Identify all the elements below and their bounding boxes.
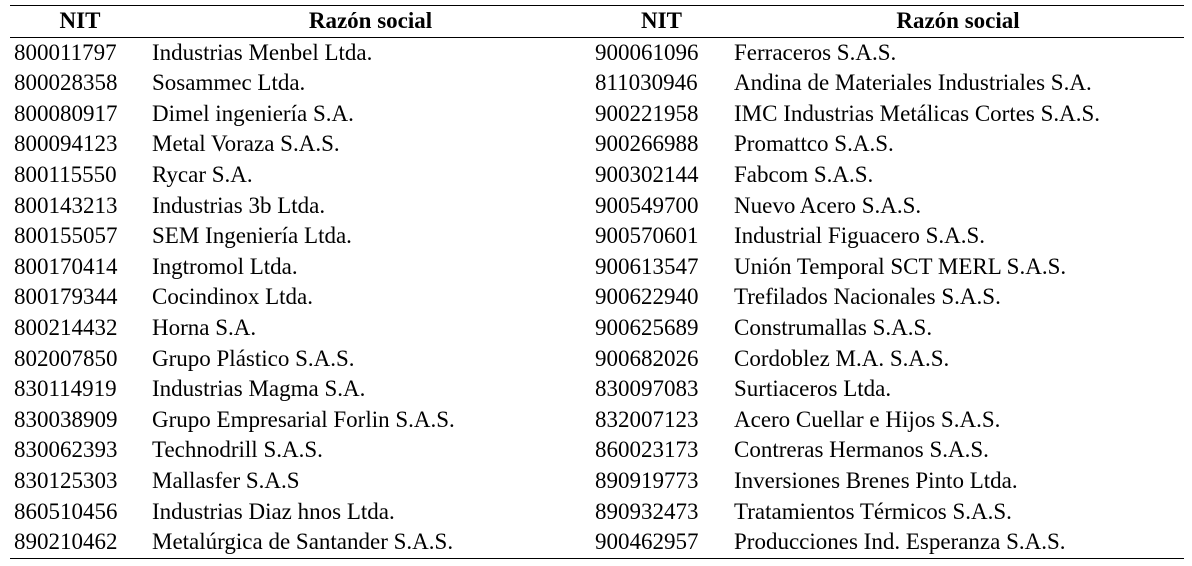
cell-razon-social-right: Ferraceros S.A.S. <box>734 39 897 65</box>
cell-nit-right: 900570601 <box>595 223 699 249</box>
table-row <box>10 405 1184 436</box>
cell-razon-social-left: Rycar S.A. <box>152 161 253 187</box>
cell-razon-social-left: Metalúrgica de Santander S.A.S. <box>150 527 591 558</box>
cell-razon-social-left: Metal Voraza S.A.S. <box>152 131 340 157</box>
table-row <box>10 99 1184 130</box>
cell-razon-social-right: Cordoblez M.A. S.A.S. <box>734 345 950 371</box>
table-row <box>10 466 1184 497</box>
cell-razon-social-right: Nuevo Acero S.A.S. <box>734 192 922 218</box>
table-row <box>10 344 1184 375</box>
cell-nit-left: 800028358 <box>14 70 118 96</box>
cell-nit-left: 800094123 <box>14 131 118 157</box>
cell-razon-social-left: Sosammec Ltda. <box>152 70 306 96</box>
cell-razon-social-left: Mallasfer S.A.S <box>152 467 300 493</box>
cell-nit-left: 830062393 <box>14 437 118 463</box>
cell-nit-right: 900549700 <box>595 192 699 218</box>
cell-razon-social-left: Grupo Empresarial Forlin S.A.S. <box>152 406 455 432</box>
cell-razon-social-right: Construmallas S.A.S. <box>734 314 933 340</box>
cell-nit-right: 900622940 <box>595 284 699 310</box>
header-row <box>10 6 1184 38</box>
cell-razon-social-left: Industrias Diaz hnos Ltda. <box>152 498 395 524</box>
cell-razon-social-left: SEM Ingeniería Ltda. <box>152 223 352 249</box>
cell-nit-right: 900613547 <box>595 253 699 279</box>
company-table <box>10 5 1184 559</box>
table-row <box>10 37 1184 68</box>
cell-nit-right: 900462957 <box>591 527 732 558</box>
cell-nit-right: 832007123 <box>595 406 699 432</box>
table-row <box>10 191 1184 222</box>
cell-razon-social-left: Industrias Magma S.A. <box>152 376 366 402</box>
cell-razon-social-left: Industrias Menbel Ltda. <box>152 39 373 65</box>
header-nit-left: NIT <box>10 6 150 38</box>
cell-nit-left: 800170414 <box>14 253 118 279</box>
cell-razon-social-right: Fabcom S.A.S. <box>734 161 874 187</box>
cell-razon-social-right: Promattco S.A.S. <box>734 131 894 157</box>
table-row <box>10 282 1184 313</box>
cell-nit-right: 811030946 <box>595 70 698 96</box>
cell-nit-left: 800143213 <box>14 192 118 218</box>
cell-razon-social-right: Tratamientos Térmicos S.A.S. <box>734 498 1012 524</box>
cell-nit-left: 800179344 <box>14 284 118 310</box>
cell-nit-left: 860510456 <box>14 498 118 524</box>
cell-nit-right: 830097083 <box>595 376 699 402</box>
table-row <box>10 527 1184 558</box>
company-table-container <box>10 5 1184 559</box>
table-body <box>10 37 1184 558</box>
cell-razon-social-right: Surtiaceros Ltda. <box>734 376 892 402</box>
cell-nit-right: 860023173 <box>595 437 699 463</box>
cell-nit-left: 800155057 <box>14 223 118 249</box>
cell-razon-social-right: Producciones Ind. Esperanza S.A.S. <box>732 527 1184 558</box>
table-row <box>10 129 1184 160</box>
cell-nit-left: 800214432 <box>14 314 118 340</box>
cell-nit-right: 900302144 <box>595 161 699 187</box>
table-row <box>10 374 1184 405</box>
cell-nit-right: 890919773 <box>595 467 699 493</box>
cell-razon-social-right: Inversiones Brenes Pinto Ltda. <box>734 467 1018 493</box>
cell-nit-left: 830038909 <box>14 406 118 432</box>
cell-nit-right: 900625689 <box>595 314 699 340</box>
cell-razon-social-right: Contreras Hermanos S.A.S. <box>734 437 989 463</box>
cell-nit-right: 900266988 <box>595 131 699 157</box>
cell-nit-left: 802007850 <box>14 345 118 371</box>
cell-nit-left: 800011797 <box>14 39 117 65</box>
table-header <box>10 6 1184 38</box>
cell-nit-left: 830125303 <box>14 467 118 493</box>
cell-nit-left: 830114919 <box>14 376 117 402</box>
cell-nit-right: 890932473 <box>595 498 699 524</box>
header-nit-right: NIT <box>591 6 732 38</box>
cell-razon-social-right: Industrial Figuacero S.A.S. <box>734 223 986 249</box>
table-row <box>10 497 1184 528</box>
cell-razon-social-left: Horna S.A. <box>152 314 257 340</box>
cell-nit-left: 890210462 <box>10 527 150 558</box>
cell-razon-social-left: Cocindinox Ltda. <box>152 284 313 310</box>
cell-nit-right: 900061096 <box>595 39 699 65</box>
cell-razon-social-right: Andina de Materiales Industriales S.A. <box>734 70 1092 96</box>
cell-razon-social-right: Acero Cuellar e Hijos S.A.S. <box>734 406 1001 432</box>
table-row <box>10 252 1184 283</box>
cell-nit-right: 900682026 <box>595 345 699 371</box>
header-razon-social-right: Razón social <box>732 6 1184 38</box>
table-row <box>10 68 1184 99</box>
table-row <box>10 221 1184 252</box>
cell-razon-social-right: Trefilados Nacionales S.A.S. <box>734 284 1001 310</box>
cell-razon-social-right: Unión Temporal SCT MERL S.A.S. <box>734 253 1067 279</box>
table-row <box>10 313 1184 344</box>
header-razon-social-left: Razón social <box>150 6 591 38</box>
cell-nit-right: 900221958 <box>595 100 699 126</box>
cell-razon-social-left: Grupo Plástico S.A.S. <box>152 345 355 371</box>
cell-razon-social-left: Technodrill S.A.S. <box>152 437 323 463</box>
cell-nit-left: 800080917 <box>14 100 118 126</box>
table-row <box>10 160 1184 191</box>
cell-razon-social-left: Dimel ingeniería S.A. <box>152 100 354 126</box>
cell-razon-social-left: Industrias 3b Ltda. <box>152 192 326 218</box>
table-row <box>10 435 1184 466</box>
cell-nit-left: 800115550 <box>14 161 117 187</box>
cell-razon-social-left: Ingtromol Ltda. <box>152 253 298 279</box>
cell-razon-social-right: IMC Industrias Metálicas Cortes S.A.S. <box>734 100 1101 126</box>
